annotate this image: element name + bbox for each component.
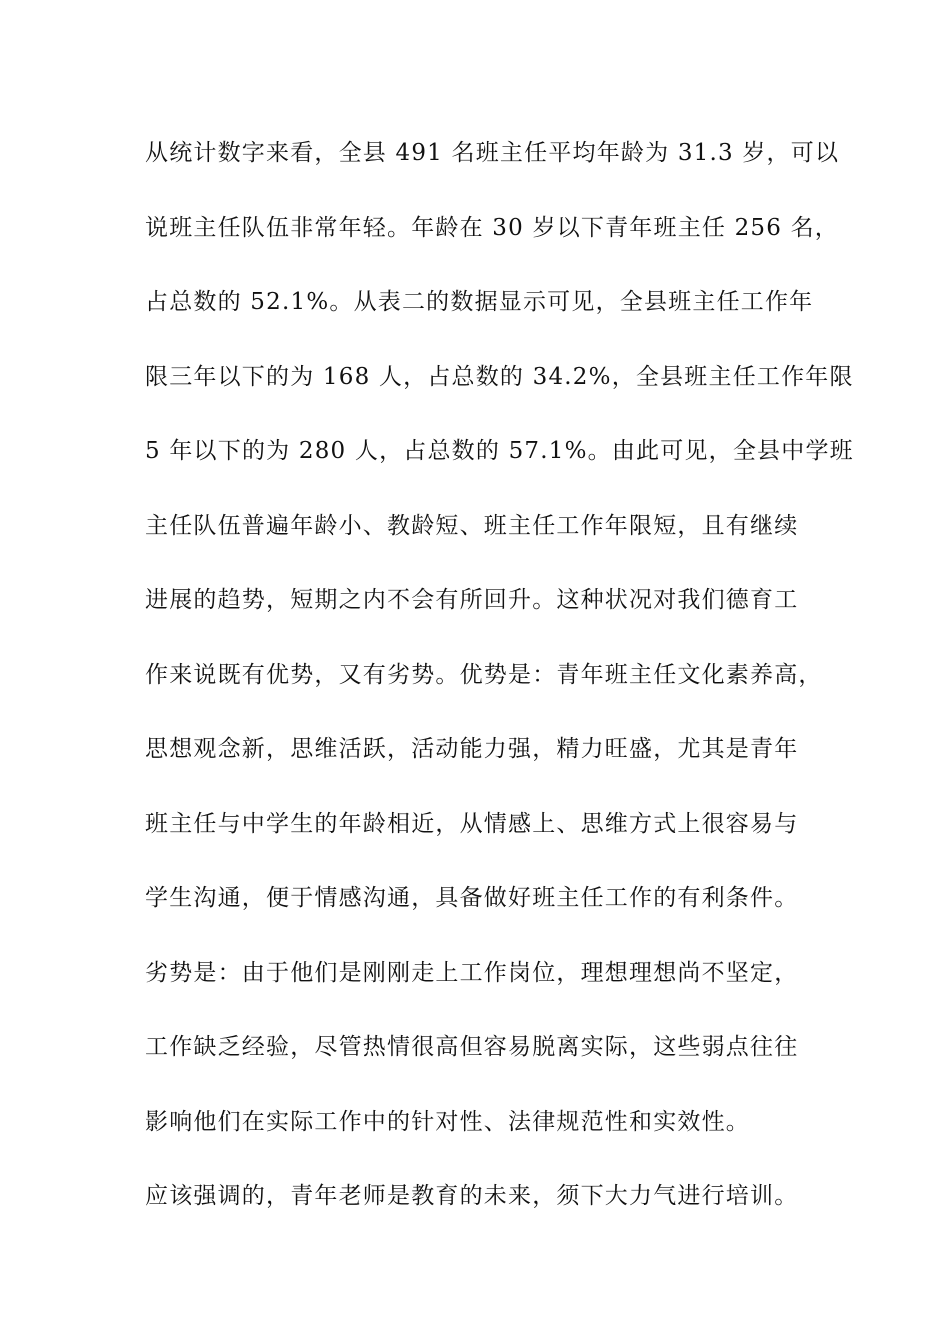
text-line: 5 年以下的为 280 人，占总数的 57.1%。由此可见，全县中学班 bbox=[145, 438, 854, 464]
text-line: 思想观念新，思维活跃，活动能力强，精力旺盛，尤其是青年 bbox=[145, 736, 799, 762]
text-line: 作来说既有优势，又有劣势。优势是：青年班主任文化素养高， bbox=[145, 661, 823, 688]
text-line: 限三年以下的为 168 人，占总数的 34.2%，全县班主任工作年限 bbox=[145, 363, 854, 390]
text-line: 进展的趋势，短期之内不会有所回升。这种状况对我们德育工 bbox=[145, 587, 799, 613]
text-line: 占总数的 52.1%。从表二的数据显示可见，全县班主任工作年 bbox=[145, 289, 814, 315]
body-text bbox=[145, 132, 854, 1250]
text-line: 主任队伍普遍年龄小、教龄短、班主任工作年限短，且有继续 bbox=[145, 512, 799, 539]
text-line: 影响他们在实际工作中的针对性、法律规范性和实效性。 bbox=[145, 1108, 750, 1135]
text-line: 应该强调的，青年老师是教育的未来，须下大力气进行培训。 bbox=[145, 1183, 799, 1209]
text-line: 学生沟通，便于情感沟通，具备做好班主任工作的有利条件。 bbox=[145, 885, 799, 911]
text-line: 工作缺乏经验，尽管热情很高但容易脱离实际，这些弱点往往 bbox=[145, 1034, 799, 1060]
text-line: 说班主任队伍非常年轻。年龄在 30 岁以下青年班主任 256 名， bbox=[145, 214, 840, 241]
text-line: 从统计数字来看，全县 491 名班主任平均年龄为 31.3 岁，可以 bbox=[145, 140, 840, 166]
text-line: 劣势是：由于他们是刚刚走上工作岗位，理想理想尚不坚定， bbox=[145, 959, 799, 986]
text-line: 班主任与中学生的年龄相近，从情感上、思维方式上很容易与 bbox=[145, 810, 799, 837]
